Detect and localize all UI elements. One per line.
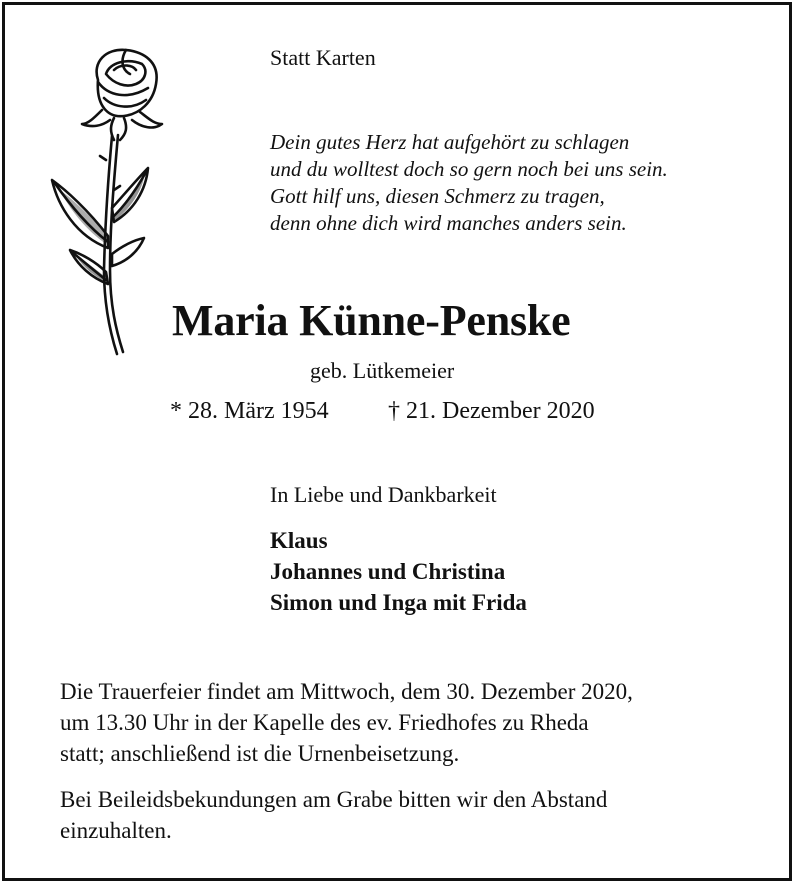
birth-name: geb. Lütkemeier bbox=[310, 358, 455, 383]
condolence-note bbox=[60, 784, 760, 846]
condolence-line: einzuhalten. bbox=[60, 818, 172, 843]
rose-icon bbox=[48, 40, 168, 360]
poem-line: denn ohne dich wird manches anders sein. bbox=[270, 211, 627, 235]
funeral-service-text bbox=[60, 676, 760, 769]
mourner-name: Klaus bbox=[270, 528, 328, 553]
birth-date: * 28. März 1954 bbox=[170, 398, 329, 424]
poem-line: Gott hilf uns, diesen Schmerz zu tragen, bbox=[270, 184, 605, 208]
service-line: um 13.30 Uhr in der Kapelle des ev. Friedhofes zu Rheda bbox=[60, 710, 589, 735]
mourners-intro: In Liebe und Dankbarkeit bbox=[270, 482, 497, 507]
death-date: † 21. Dezember 2020 bbox=[388, 398, 595, 424]
condolence-line: Bei Beileidsbekundungen am Grabe bitten wir den Abstand bbox=[60, 787, 608, 812]
mourner-name: Johannes und Christina bbox=[270, 559, 506, 584]
mourners-list bbox=[270, 525, 527, 618]
poem bbox=[270, 129, 668, 237]
deceased-name: Maria Künne-Penske bbox=[172, 296, 571, 345]
service-line: statt; anschließend ist die Urnenbeisetzung. bbox=[60, 741, 460, 766]
poem-line: Dein gutes Herz hat aufgehört zu schlagen bbox=[270, 130, 630, 154]
poem-line: und du wolltest doch so gern noch bei uns sein. bbox=[270, 157, 668, 181]
mourner-name: Simon und Inga mit Frida bbox=[270, 590, 527, 615]
service-line: Die Trauerfeier findet am Mittwoch, dem 30. Dezember 2020, bbox=[60, 679, 633, 704]
statt-karten-label: Statt Karten bbox=[270, 45, 376, 70]
